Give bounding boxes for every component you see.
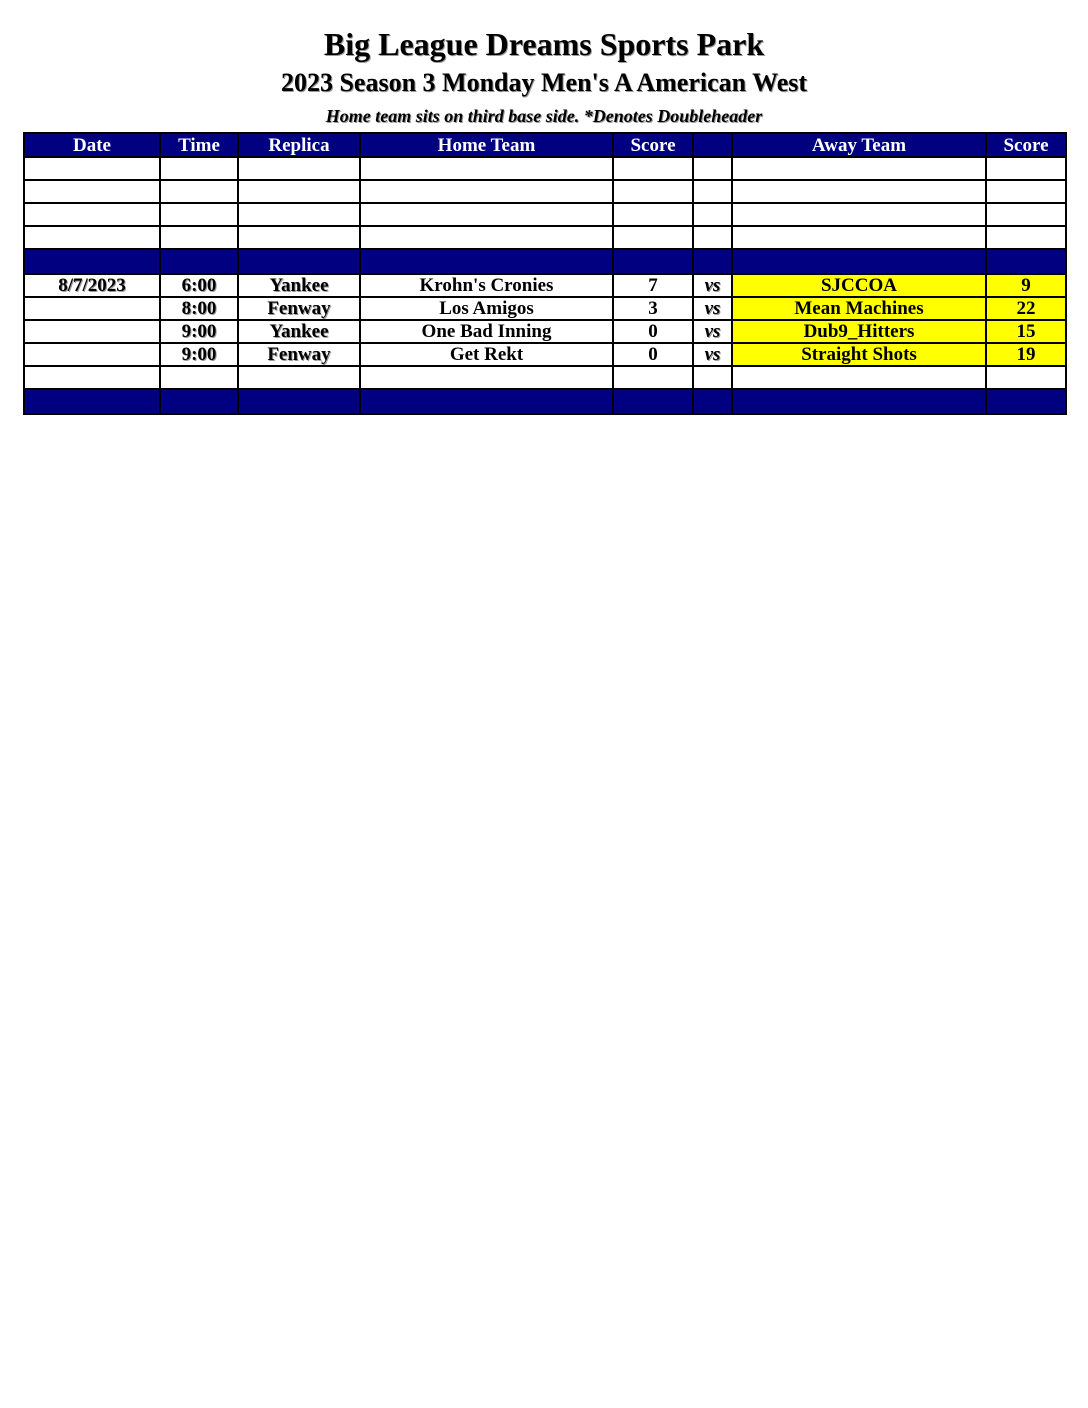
empty-row xyxy=(24,203,1066,226)
game-time: 9:00 xyxy=(160,320,238,343)
game-replica: Yankee xyxy=(238,320,360,343)
home-team: Krohn's Cronies xyxy=(360,274,613,297)
away-team: Dub9_Hitters xyxy=(732,320,986,343)
away-score: 9 xyxy=(986,274,1066,297)
game-replica: Fenway xyxy=(238,343,360,366)
game-date: 8/7/2023 xyxy=(24,274,160,297)
vs-label: vs xyxy=(693,297,732,320)
col-header-vs xyxy=(693,133,732,157)
separator-band-row xyxy=(24,249,1066,274)
game-replica: Fenway xyxy=(238,297,360,320)
empty-row xyxy=(24,157,1066,180)
home-score: 0 xyxy=(613,343,693,366)
doubleheader-note: Home team sits on third base side. *Denotes Doubleheader xyxy=(325,106,763,126)
home-team: One Bad Inning xyxy=(360,320,613,343)
home-team: Los Amigos xyxy=(360,297,613,320)
home-team: Get Rekt xyxy=(360,343,613,366)
col-header-home-team: Home Team xyxy=(360,133,613,157)
col-header-time: Time xyxy=(160,133,238,157)
schedule-table xyxy=(23,132,1067,415)
page-subtitle: 2023 Season 3 Monday Men's A American West xyxy=(280,68,808,97)
home-score: 3 xyxy=(613,297,693,320)
table-header-row xyxy=(24,133,1066,157)
game-row xyxy=(24,343,1066,366)
empty-row xyxy=(24,180,1066,203)
game-row xyxy=(24,297,1066,320)
home-score: 0 xyxy=(613,320,693,343)
col-header-away-score: Score xyxy=(986,133,1066,157)
away-score: 22 xyxy=(986,297,1066,320)
game-date xyxy=(24,297,160,320)
col-header-home-score: Score xyxy=(613,133,693,157)
away-team: SJCCOA xyxy=(732,274,986,297)
game-row xyxy=(24,320,1066,343)
away-team: Mean Machines xyxy=(732,297,986,320)
game-time: 6:00 xyxy=(160,274,238,297)
home-score: 7 xyxy=(613,274,693,297)
game-time: 9:00 xyxy=(160,343,238,366)
col-header-date: Date xyxy=(24,133,160,157)
away-score: 19 xyxy=(986,343,1066,366)
col-header-replica: Replica xyxy=(238,133,360,157)
game-date xyxy=(24,320,160,343)
vs-label: vs xyxy=(693,274,732,297)
col-header-away-team: Away Team xyxy=(732,133,986,157)
game-replica: Yankee xyxy=(238,274,360,297)
page-title: Big League Dreams Sports Park xyxy=(323,26,765,62)
vs-label: vs xyxy=(693,343,732,366)
game-date xyxy=(24,343,160,366)
vs-label: vs xyxy=(693,320,732,343)
away-score: 15 xyxy=(986,320,1066,343)
empty-row xyxy=(24,226,1066,249)
footer-band-row xyxy=(24,389,1066,414)
game-row xyxy=(24,274,1066,297)
empty-row xyxy=(24,366,1066,389)
away-team: Straight Shots xyxy=(732,343,986,366)
game-time: 8:00 xyxy=(160,297,238,320)
